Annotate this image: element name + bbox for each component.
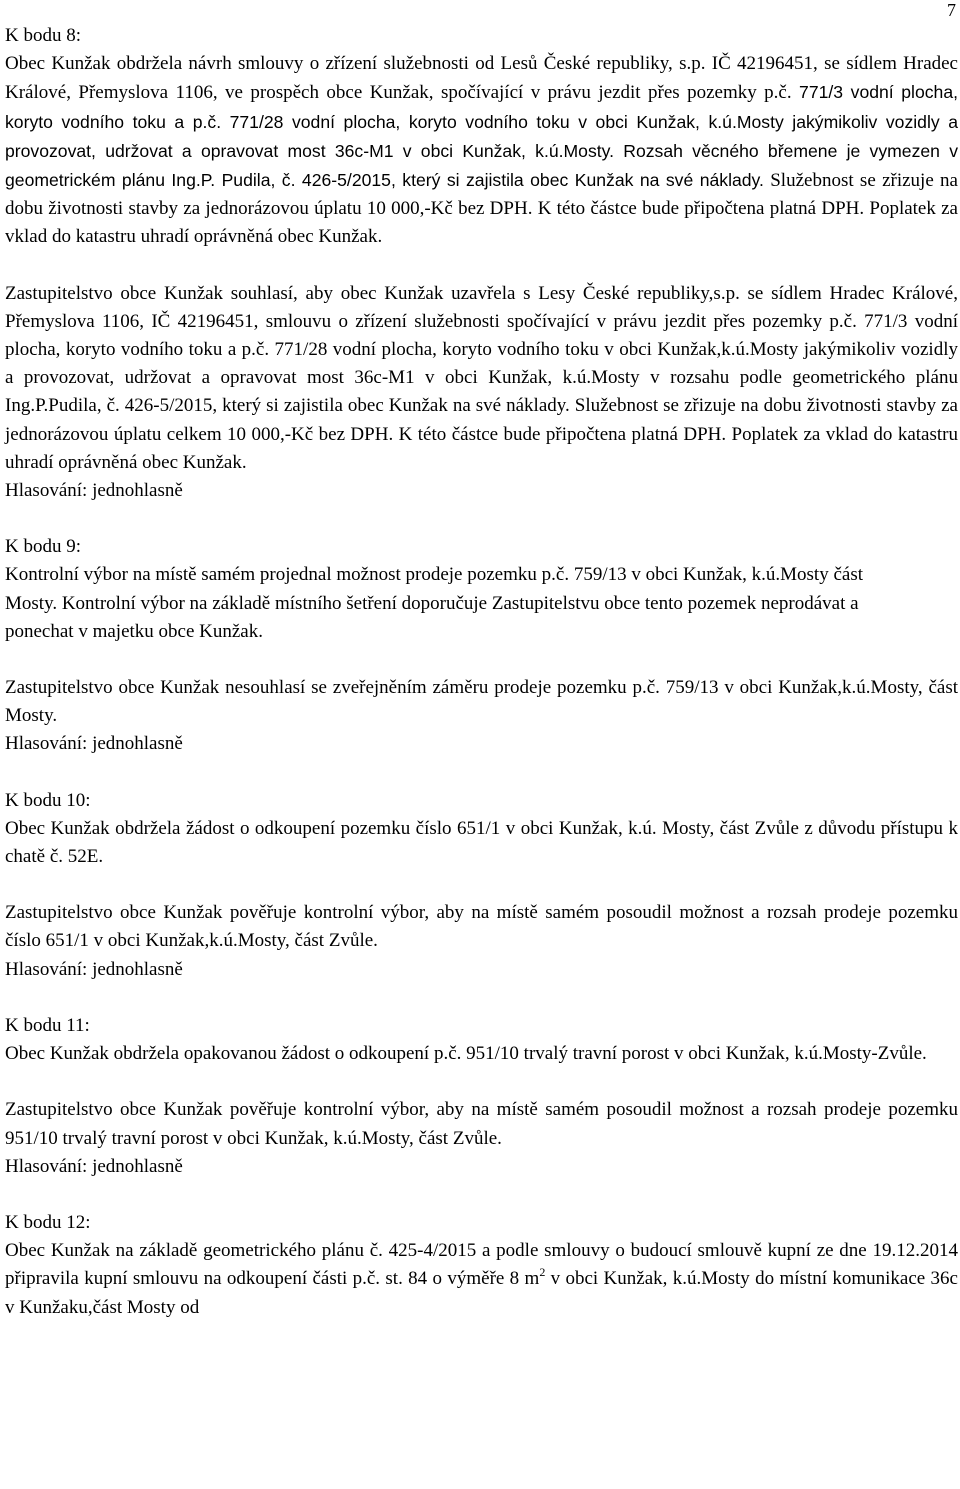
- section-bod-9: [5, 533, 958, 758]
- paragraph-text-sans: 771/3 vodní plocha, koryto vodního toku a p.č. 771/28 vodní plocha, koryto vodního toku v obci Kunžak, k.ú.Mosty jakýmikoliv vozidly a provozovat, udržovat a opravovat most 36c-M1 v obci Kunžak, k.ú.Mosty. Rozsah věcného břemene je vymezen v geometrickém plánu Ing.P. Pudila, č. 426-5/2015, který si zajistila obec Kunžak na své náklady.: [5, 82, 958, 191]
- section-heading: K bodu 11:: [5, 1014, 90, 1036]
- paragraph-text: v obci Kunžak, k.ú.Mosty do místní komunikace 36c v Kunžaku,část Mosty od: [5, 1268, 958, 1318]
- section-heading: K bodu 9:: [5, 536, 81, 558]
- resolution-text: Zastupitelstvo obce Kunžak pověřuje kontrolní výbor, aby na místě samém posoudil možnost a rozsah prodeje pozemku 951/10 trvalý travní porost v obci Kunžak, k.ú.Mosty, část Zvůle.: [5, 1099, 958, 1149]
- section-heading: K bodu 8:: [5, 25, 81, 46]
- paragraph-text: Služebnost se zřizuje na dobu životnosti stavby za jednorázovou úplatu 10 000,-Kč bez DPH. K této částce bude připočtena platná DPH. Poplatek za vklad do katastru uhradí oprávněná obec Kunžak.: [5, 170, 958, 248]
- section-bod-12: [5, 1209, 958, 1322]
- resolution-text: Zastupitelstvo obce Kunžak souhlasí, aby obec Kunžak uzavřela s Lesy České republiky,s.p. se sídlem Hradec Králové, Přemyslova 1106, IČ 42196451, smlouvu o zřízení služebnosti spočívající v právu jezdit přes pozemky p.č. 771/3 vodní plocha, koryto vodního toku a p.č. 771/28 vodní plocha, koryto vodního toku v obci Kunžak,k.ú.Mosty jakýmikoliv vozidly a provozovat, udržovat a opravovat most 36c-M1 v obci Kunžak, k.ú.Mosty v rozsahu podle geometrického plánu Ing.P.Pudila, č. 426-5/2015, který si zajistila obec Kunžak na své náklady. Služebnost se zřizuje na dobu životnosti stavby za jednorázovou úplatu celkem 10 000,-Kč bez DPH. K této částce bude připočtena platná DPH. Poplatek za vklad do katastru uhradí oprávněná obec Kunžak.: [5, 282, 958, 473]
- section-paragraph: Obec Kunžak obdržela žádost o odkoupení pozemku číslo 651/1 v obci Kunžak, k.ú. Mosty, část Zvůle z důvodu přístupu k chatě č. 52E.: [5, 817, 958, 868]
- vote-result: Hlasování: jednohlasně: [5, 733, 183, 755]
- vote-result: Hlasování: jednohlasně: [5, 1155, 183, 1177]
- section-paragraph: [5, 50, 958, 251]
- resolution-text: Zastupitelstvo obce Kunžak pověřuje kontrolní výbor, aby na místě samém posoudil možnost a rozsah prodeje pozemku číslo 651/1 v obci Kunžak,k.ú.Mosty, část Zvůle.: [5, 902, 958, 952]
- section-bod-11: [5, 1012, 958, 1181]
- section-paragraph: [5, 1237, 958, 1322]
- vote-result: Hlasování: jednohlasně: [5, 958, 183, 980]
- page-number: 7: [947, 0, 956, 20]
- paragraph-text: Obec Kunžak obdržela návrh smlouvy o zřízení služebnosti od Lesů České republiky, s.p. IČ 42196451, se sídlem Hradec Králové, Přemyslova 1106, ve prospěch obce Kunžak, spočívající v právu jezdit přes pozemky p.č.: [5, 53, 958, 104]
- section-heading: K bodu 12:: [5, 1211, 91, 1233]
- vote-result: Hlasování: jednohlasně: [5, 480, 183, 502]
- superscript: 2: [539, 1265, 546, 1280]
- section-heading: K bodu 10:: [5, 789, 91, 811]
- section-bod-8: [5, 22, 958, 505]
- section-bod-10: [5, 787, 958, 984]
- section-paragraph: Obec Kunžak obdržela opakovanou žádost o odkoupení p.č. 951/10 trvalý travní porost v obci Kunžak, k.ú.Mosty-Zvůle.: [5, 1043, 927, 1065]
- paragraph-text: Obec Kunžak na základě geometrického plánu č. 425-4/2015 a podle smlouvy o budoucí smlouvě kupní ze dne 19.12.2014 připravila kupní smlouvu na odkoupení části p.č. st. 84 o výměře 8 m: [5, 1240, 958, 1290]
- resolution-text: Zastupitelstvo obce Kunžak nesouhlasí se zveřejněním záměru prodeje pozemku p.č. 759/13 v obci Kunžak,k.ú.Mosty, část Mosty.: [5, 677, 958, 727]
- section-paragraph: Kontrolní výbor na místě samém projednal možnost prodeje pozemku p.č. 759/13 v obci Kunžak, k.ú.Mosty část Mosty. Kontrolní výbor na základě místního šetření doporučuje Zastupitelstvu obce tento pozemek neprodávat a ponechat v majetku obce Kunžak.: [5, 564, 863, 642]
- document-body: [5, 22, 958, 1322]
